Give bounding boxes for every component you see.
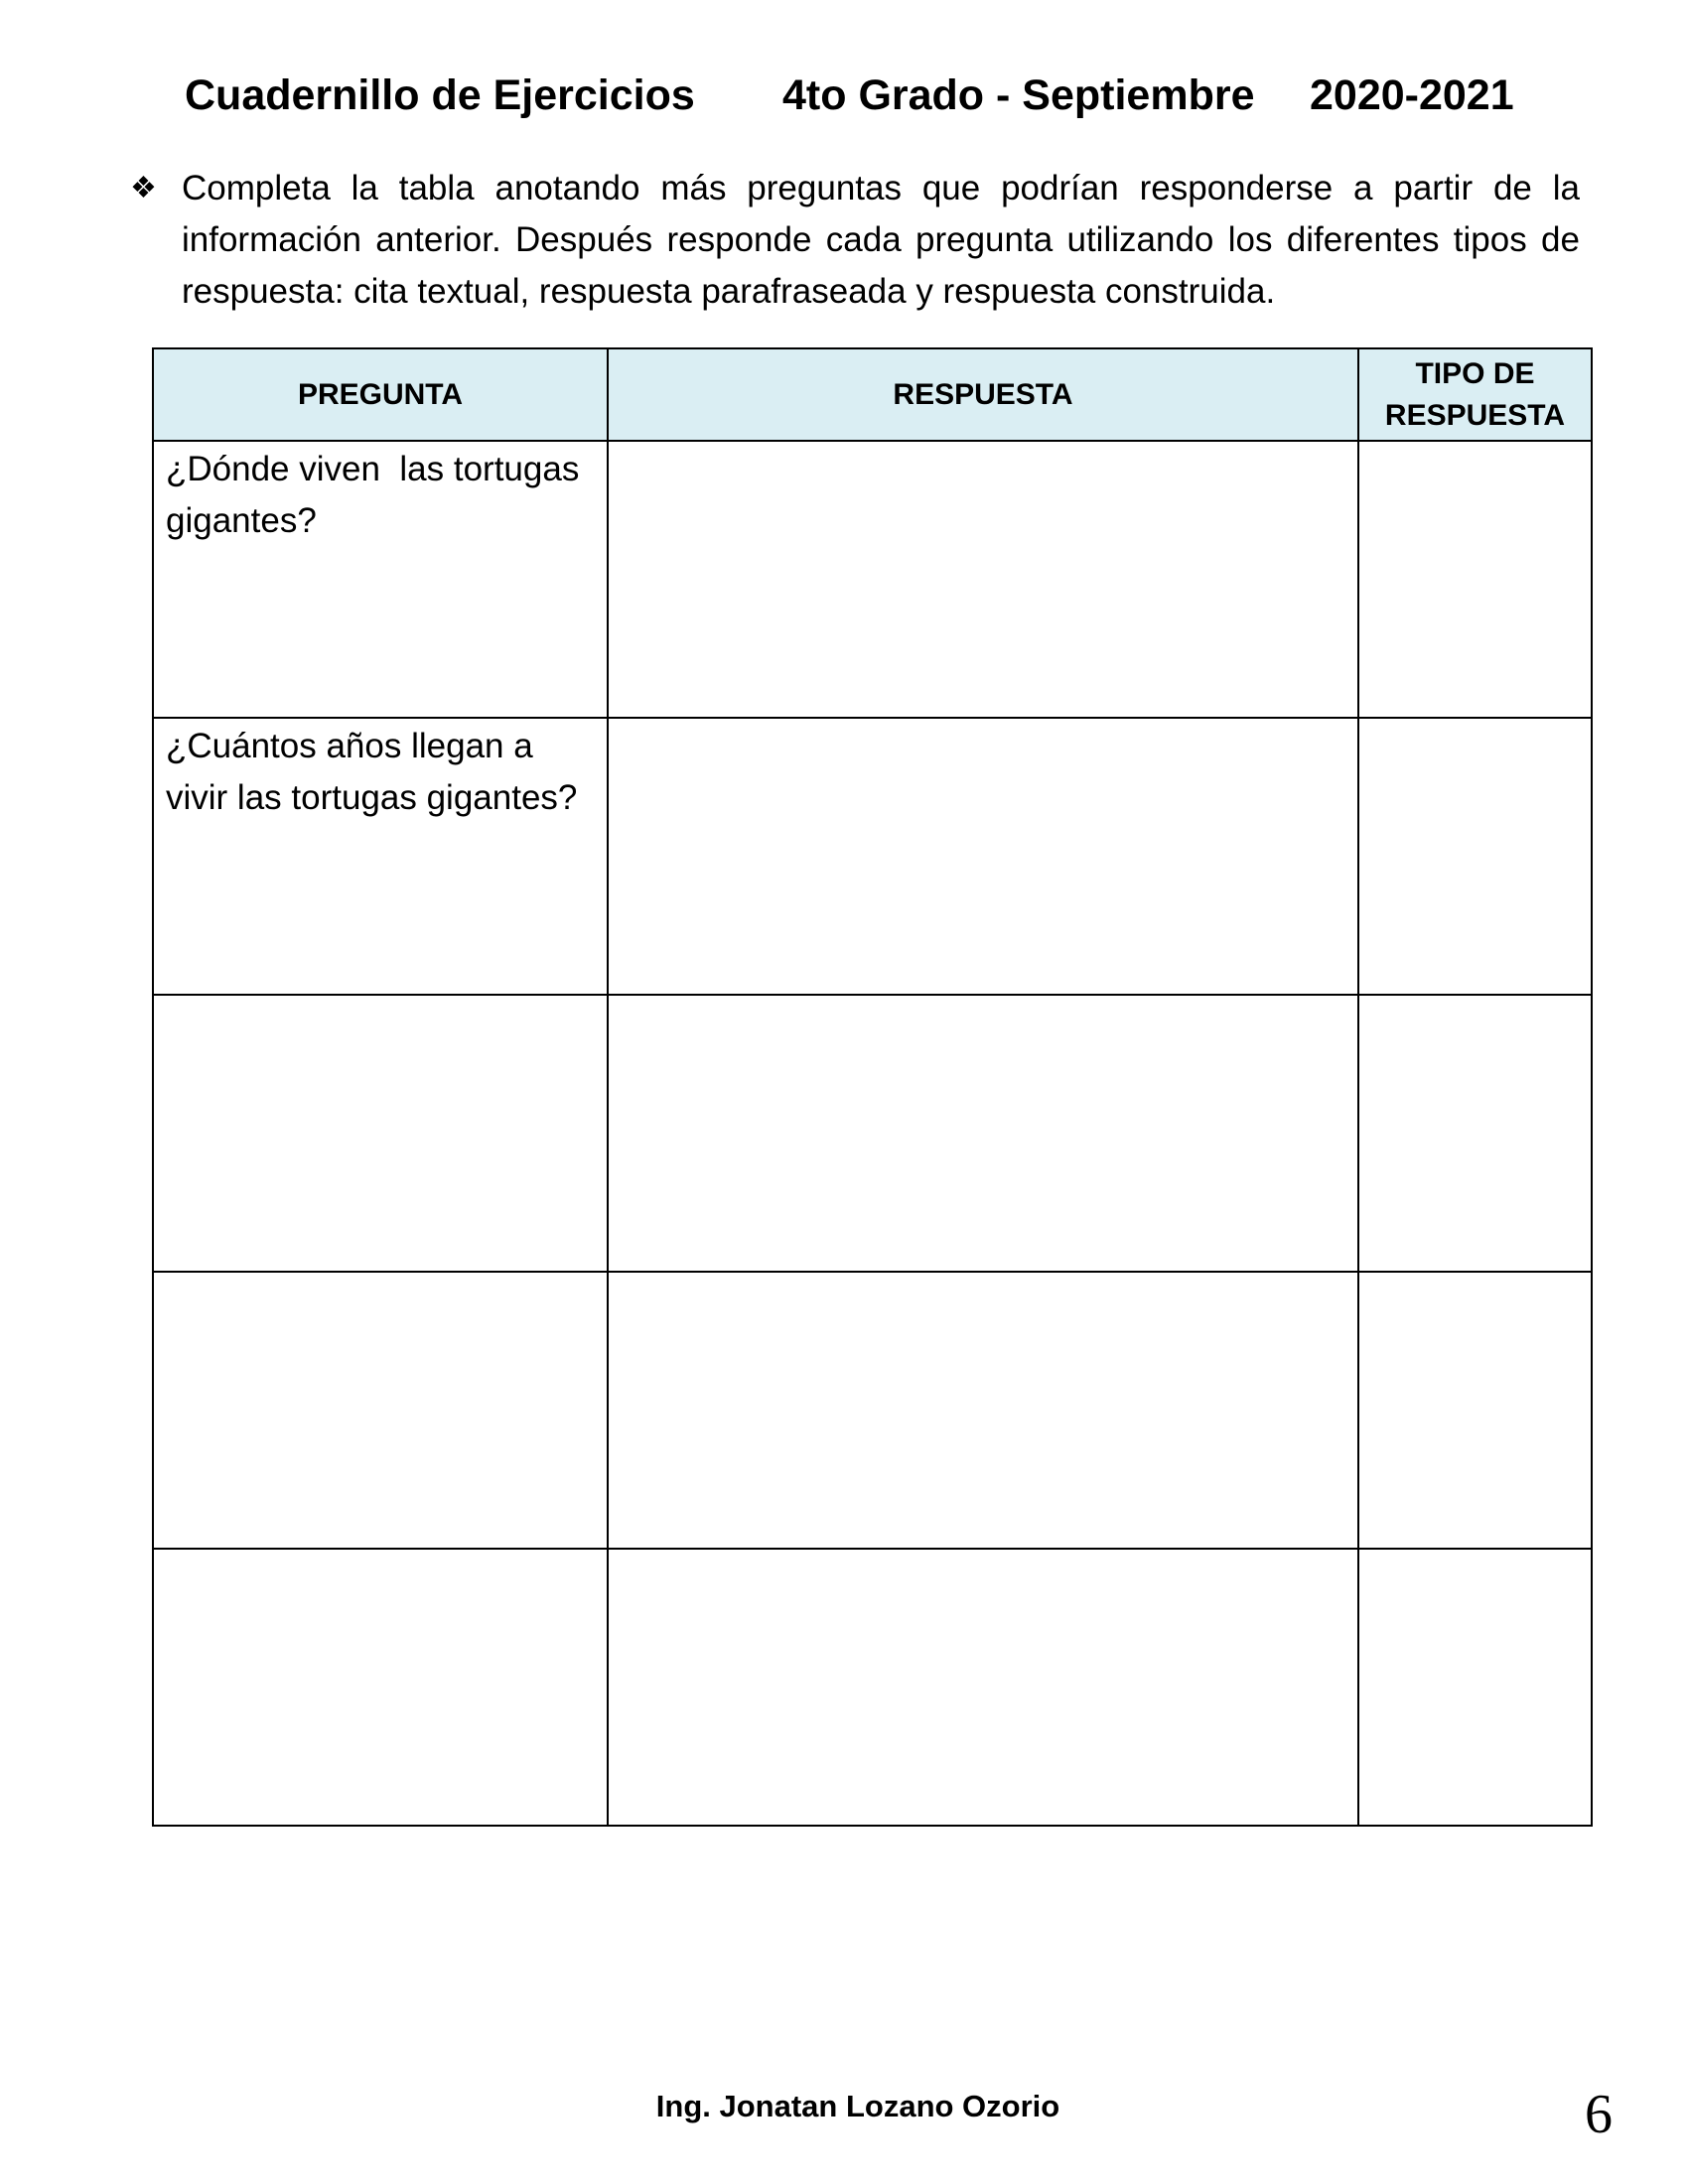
table-header-row [153,348,1592,441]
diamond-bullet-icon: ❖ [130,172,157,205]
respuesta-cell[interactable] [608,1272,1358,1549]
workbook-title: Cuadernillo de Ejercicios [185,71,695,119]
pregunta-cell[interactable] [153,995,608,1272]
column-header-tipo-de-respuesta: TIPO DE RESPUESTA [1358,348,1592,441]
pregunta-cell[interactable] [153,1272,608,1549]
pregunta-cell[interactable]: ¿Cuántos años llegan a vivir las tortugas gigantes? [153,718,608,995]
page-number: 6 [1585,2084,1613,2145]
footer-author: Ing. Jonatan Lozano Ozorio [655,2089,1060,2123]
respuesta-cell[interactable] [608,995,1358,1272]
instruction-text: Completa la tabla anotando más preguntas que podrían responderse a partir de la información anterior. Después responde cada pregunta utilizando los diferentes tipos de respuesta: cita textual, respuesta parafraseada y respuesta construida. [182,169,1580,311]
school-year: 2020-2021 [1310,71,1514,119]
tipo-respuesta-cell[interactable] [1358,718,1592,995]
tipo-respuesta-cell[interactable] [1358,1549,1592,1826]
respuesta-cell[interactable] [608,1549,1358,1826]
table-row [153,1549,1592,1826]
table-row [153,718,1592,995]
tipo-respuesta-cell[interactable] [1358,1272,1592,1549]
pregunta-cell[interactable]: ¿Dónde viven las tortugas gigantes? [153,441,608,718]
grade-month: 4to Grado - Septiembre [782,71,1255,119]
respuesta-cell[interactable] [608,718,1358,995]
instruction [130,163,1580,318]
question-answer-table [152,347,1593,1827]
column-header-pregunta: PREGUNTA [153,348,608,441]
column-header-respuesta: RESPUESTA [608,348,1358,441]
respuesta-cell[interactable] [608,441,1358,718]
table-row [153,441,1592,718]
page-header [185,71,1535,131]
pregunta-cell[interactable] [153,1549,608,1826]
table-row [153,995,1592,1272]
table-row [153,1272,1592,1549]
tipo-respuesta-cell[interactable] [1358,441,1592,718]
tipo-respuesta-cell[interactable] [1358,995,1592,1272]
